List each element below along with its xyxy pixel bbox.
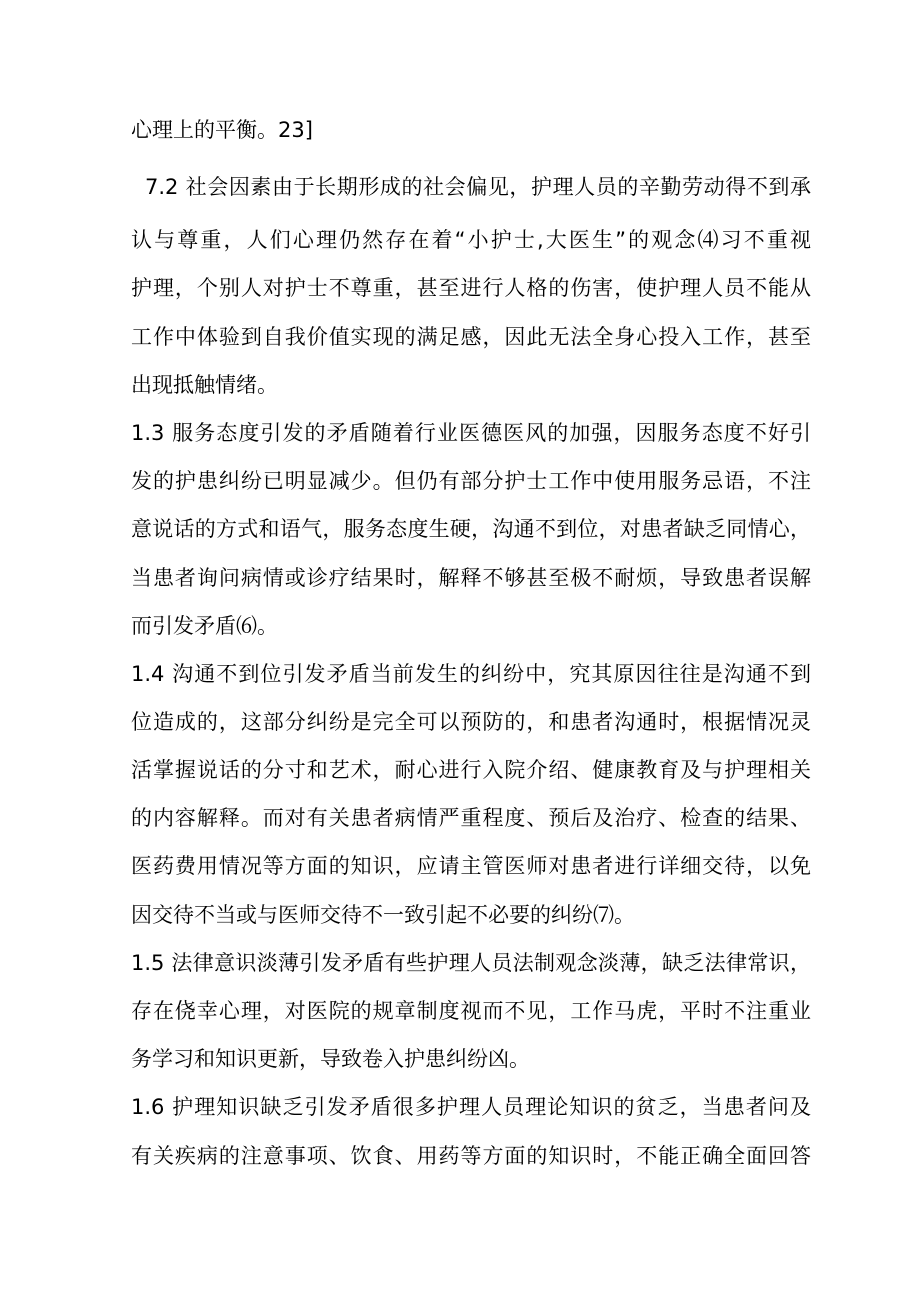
text-line-21: 1.6 护理知识缺乏引发矛盾很多护理人员理论知识的贫乏，当患者问及 xyxy=(131,1095,811,1119)
text-line-16: 医药费用情况等方面的知识，应请主管医师对患者进行详细交待，以免 xyxy=(131,854,811,878)
text-line-15: 的内容解释。而对有关患者病情严重程度、预后及治疗、检查的结果、 xyxy=(131,806,811,830)
text-line-22: 有关疾病的注意事项、饮食、用药等方面的知识时，不能正确全面回答 xyxy=(131,1144,811,1168)
text-line-5: 工作中体验到自我价值实现的满足感，因此无法全身心投入工作，甚至 xyxy=(131,325,811,349)
text-line-8: 发的护患纠纷已明显减少。但仍有部分护士工作中使用服务忌语，不注 xyxy=(131,469,811,493)
text-line-14: 活掌握说话的分寸和艺术，耐心进行入院介绍、健康教育及与护理相关 xyxy=(131,758,811,782)
text-line-11: 而引发矛盾⑹。 xyxy=(131,614,278,638)
text-line-20: 务学习和知识更新，导致卷入护患纠纷凶。 xyxy=(131,1047,530,1071)
text-line-7: 1.3 服务态度引发的矛盾随着行业医德医风的加强，因服务态度不好引 xyxy=(131,421,811,445)
text-line-19: 存在侥幸心理，对医院的规章制度视而不见，工作马虎，平时不注重业 xyxy=(131,999,811,1023)
text-line-3: 认与尊重，人们心理仍然存在着“小护士,大医生”的观念⑷习不重视 xyxy=(131,228,811,252)
text-line-17: 因交待不当或与医师交待不一致引起不必要的纠纷⑺。 xyxy=(131,903,635,927)
text-line-18: 1.5 法律意识淡薄引发矛盾有些护理人员法制观念淡薄，缺乏法律常识， xyxy=(131,951,811,975)
text-line-1: 心理上的平衡。23] xyxy=(131,118,313,142)
text-line-10: 当患者询问病情或诊疗结果时，解释不够甚至极不耐烦，导致患者误解 xyxy=(131,566,811,590)
text-line-9: 意说话的方式和语气，服务态度生硬，沟通不到位，对患者缺乏同情心， xyxy=(131,517,811,541)
text-line-12: 1.4 沟通不到位引发矛盾当前发生的纠纷中，究其原因往往是沟通不到 xyxy=(131,662,811,686)
text-line-6: 出现抵触情绪。 xyxy=(131,373,278,397)
text-line-2: 7.2 社会因素由于长期形成的社会偏见，护理人员的辛勤劳动得不到承 xyxy=(145,175,811,199)
text-line-13: 位造成的，这部分纠纷是完全可以预防的，和患者沟通时，根据情况灵 xyxy=(131,710,811,734)
text-line-4: 护理，个别人对护士不尊重，甚至进行人格的伤害，使护理人员不能从 xyxy=(131,276,811,300)
